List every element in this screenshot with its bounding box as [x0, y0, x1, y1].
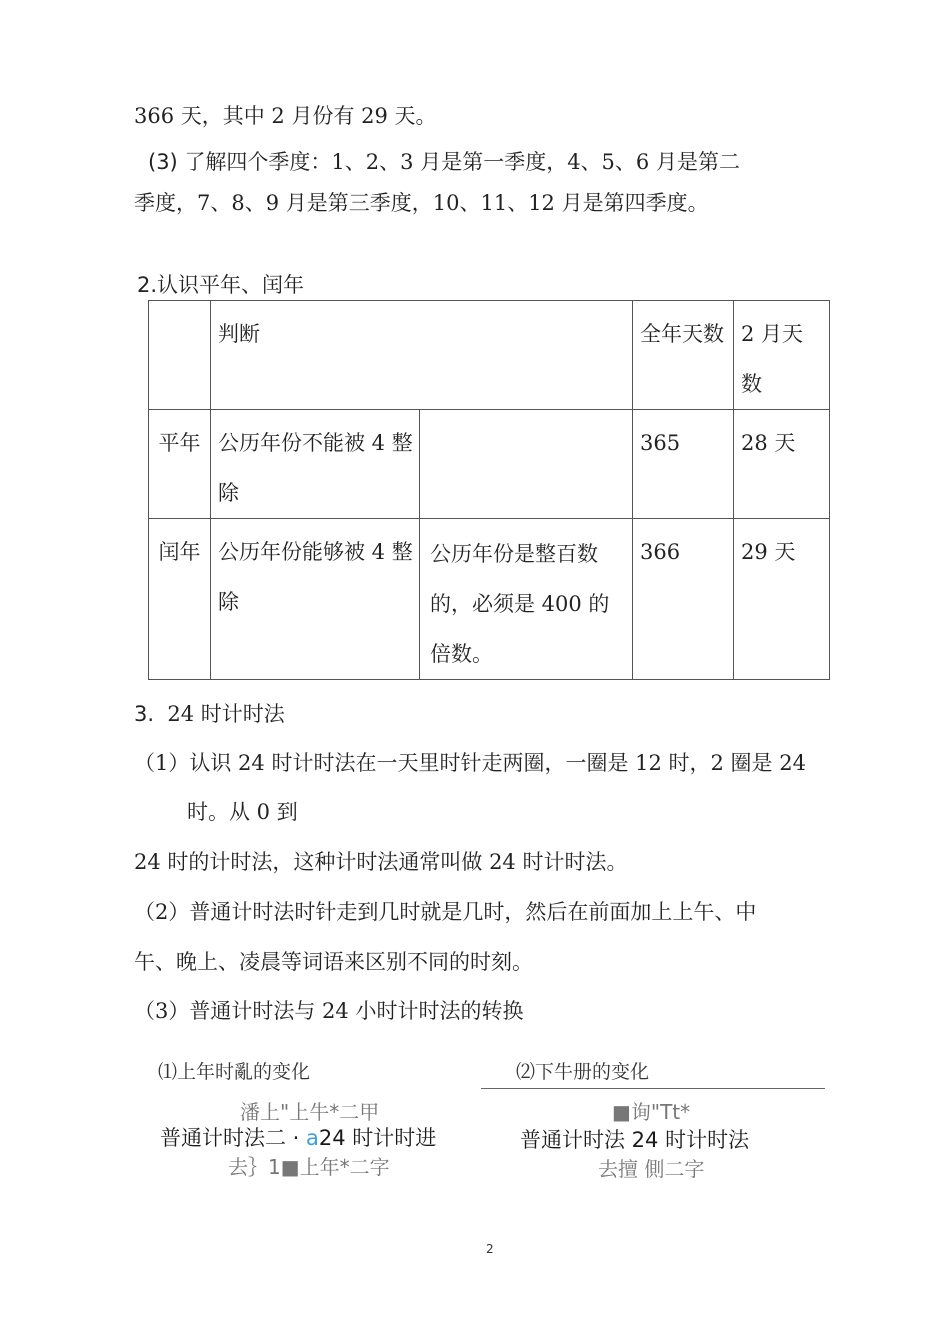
section-3-heading	[134, 702, 285, 727]
table-row	[149, 410, 830, 519]
seasons-line-1: 了解四个季度：1、2、3 月是第一季度，4、5、6 月是第二	[184, 150, 740, 174]
figure-left-heading: ⑴上年时亂的变化	[158, 1061, 311, 1083]
figure-left-main-a: 普通计时法二 ·	[160, 1126, 307, 1150]
paragraph-3-line-1	[134, 999, 523, 1024]
paragraph-1-line-3: 24 时的计时法，这种计时法通常叫做 24 时计时法。	[134, 850, 628, 874]
paragraph-2-label: （2）	[134, 900, 190, 924]
table-header-feb: 2 月天数	[734, 301, 830, 410]
table-row	[149, 519, 830, 680]
section-3-number: 3.	[134, 702, 155, 726]
table-header-judge: 判断	[211, 301, 633, 410]
paragraph-2-line-2: 午、晚上、凌晨等词语来区别不同的时刻。	[134, 950, 533, 974]
paragraph-1-line-2: 时。从 0 到	[187, 800, 298, 824]
section-2-title: 认识平年、闰年	[157, 273, 305, 297]
figure-left-main-c: 24 时计时进	[318, 1126, 437, 1150]
seasons-paragraph	[148, 150, 740, 175]
figure-right-bottom: 去擅 側二字	[598, 1157, 705, 1181]
figure-right-divider	[481, 1088, 825, 1089]
row-note: 公历年份是整百数的，必须是 400 的倍数。	[420, 519, 633, 680]
figure-left-bottom: 去｝1■上年*二字	[228, 1155, 390, 1179]
paragraph-1-label: （1）	[134, 751, 190, 775]
paragraph-1-text: 认识 24 时计时法在一天里时针走两圈，一圈是 12 时，2 圈是 24	[189, 751, 806, 775]
row-condition: 公历年份能够被 4 整除	[211, 519, 420, 680]
section-3-title: 24 时计时法	[167, 702, 285, 726]
row-condition: 公历年份不能被 4 整除	[211, 410, 420, 519]
figure-left-main	[160, 1122, 436, 1152]
figure-left-main-b: a	[306, 1126, 319, 1150]
section-2-heading	[137, 273, 304, 298]
leap-year-table	[148, 300, 830, 680]
paragraph-2-line-1	[134, 900, 756, 925]
row-feb: 29 天	[734, 519, 830, 680]
row-note	[420, 410, 633, 519]
seasons-label: (3)	[148, 150, 178, 174]
paragraph-3-text: 普通计时法与 24 小时计时法的转换	[189, 999, 524, 1023]
seasons-line-2: 季度，7、8、9 月是第三季度，10、11、12 月是第四季度。	[134, 191, 709, 215]
paragraph-3-label: （3）	[134, 999, 190, 1023]
figure-right-main: 普通计时法 24 时计时法	[520, 1128, 750, 1152]
row-feb: 28 天	[734, 410, 830, 519]
paragraph-2-text: 普通计时法时针走到几时就是几时，然后在前面加上上午、中	[189, 900, 757, 924]
row-label: 平年	[149, 410, 211, 519]
intro-line: 366 天，其中 2 月份有 29 天。	[134, 104, 437, 128]
paragraph-1-line-1	[134, 751, 806, 776]
figure-right-top: ■询"Tt*	[612, 1100, 691, 1124]
table-header-days: 全年天数	[633, 301, 734, 410]
figure-right-heading: ⑵下牛册的变化	[516, 1061, 650, 1083]
page-number: 2	[486, 1242, 494, 1256]
table-corner-cell	[149, 301, 211, 410]
section-2-number: 2.	[137, 273, 158, 297]
table-header-row	[149, 301, 830, 410]
row-days: 366	[633, 519, 734, 680]
figure-left-top: 潘上"上牛*二甲	[240, 1100, 380, 1124]
row-days: 365	[633, 410, 734, 519]
row-label: 闰年	[149, 519, 211, 680]
